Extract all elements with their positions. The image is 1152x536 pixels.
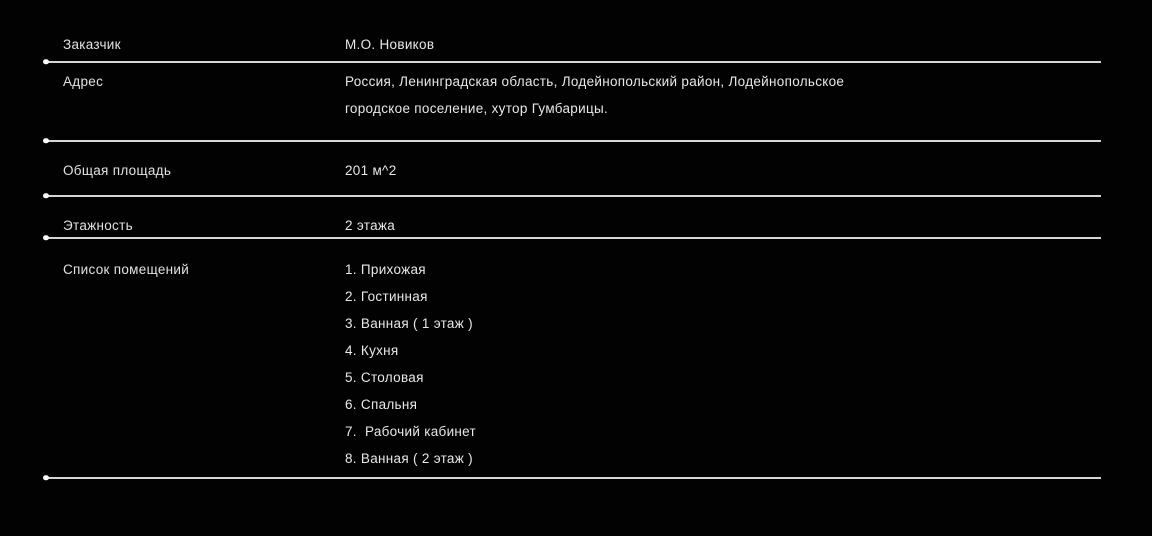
field-value-line: городское поселение, хутор Гумбарицы.	[345, 101, 609, 116]
room-list-item: 1. Прихожая	[345, 262, 426, 277]
divider-line	[45, 237, 1101, 239]
field-value-line: 2 этажа	[345, 218, 396, 233]
field-label-total-area: Общая площадь	[63, 163, 172, 178]
field-value-customer	[345, 31, 434, 58]
field-label-customer: Заказчик	[63, 37, 121, 52]
field-value-line: М.О. Новиков	[345, 37, 435, 52]
field-value-room-list	[345, 256, 476, 472]
field-value-line: Россия, Ленинградская область, Лодейнопольский район, Лодейнопольское	[345, 74, 845, 89]
field-value-address	[345, 68, 844, 122]
field-value-floors	[345, 212, 395, 239]
field-label-floors: Этажность	[63, 218, 133, 233]
field-value-line: 201 м^2	[345, 163, 397, 178]
divider-line	[45, 477, 1101, 479]
room-list-item: 7. Рабочий кабинет	[345, 424, 477, 439]
field-value-total-area	[345, 157, 397, 184]
divider-line	[45, 195, 1101, 197]
room-list-item: 3. Ванная ( 1 этаж )	[345, 316, 473, 331]
room-list-item: 4. Кухня	[345, 343, 399, 358]
room-list-item: 2. Гостинная	[345, 289, 428, 304]
room-list-item: 5. Столовая	[345, 370, 424, 385]
room-list-item: 8. Ванная ( 2 этаж )	[345, 451, 473, 466]
field-label-address: Адрес	[63, 74, 104, 89]
divider-line	[45, 61, 1101, 63]
divider-line	[45, 140, 1101, 142]
room-list-item: 6. Спальня	[345, 397, 418, 412]
field-label-room-list: Список помещений	[63, 262, 190, 277]
